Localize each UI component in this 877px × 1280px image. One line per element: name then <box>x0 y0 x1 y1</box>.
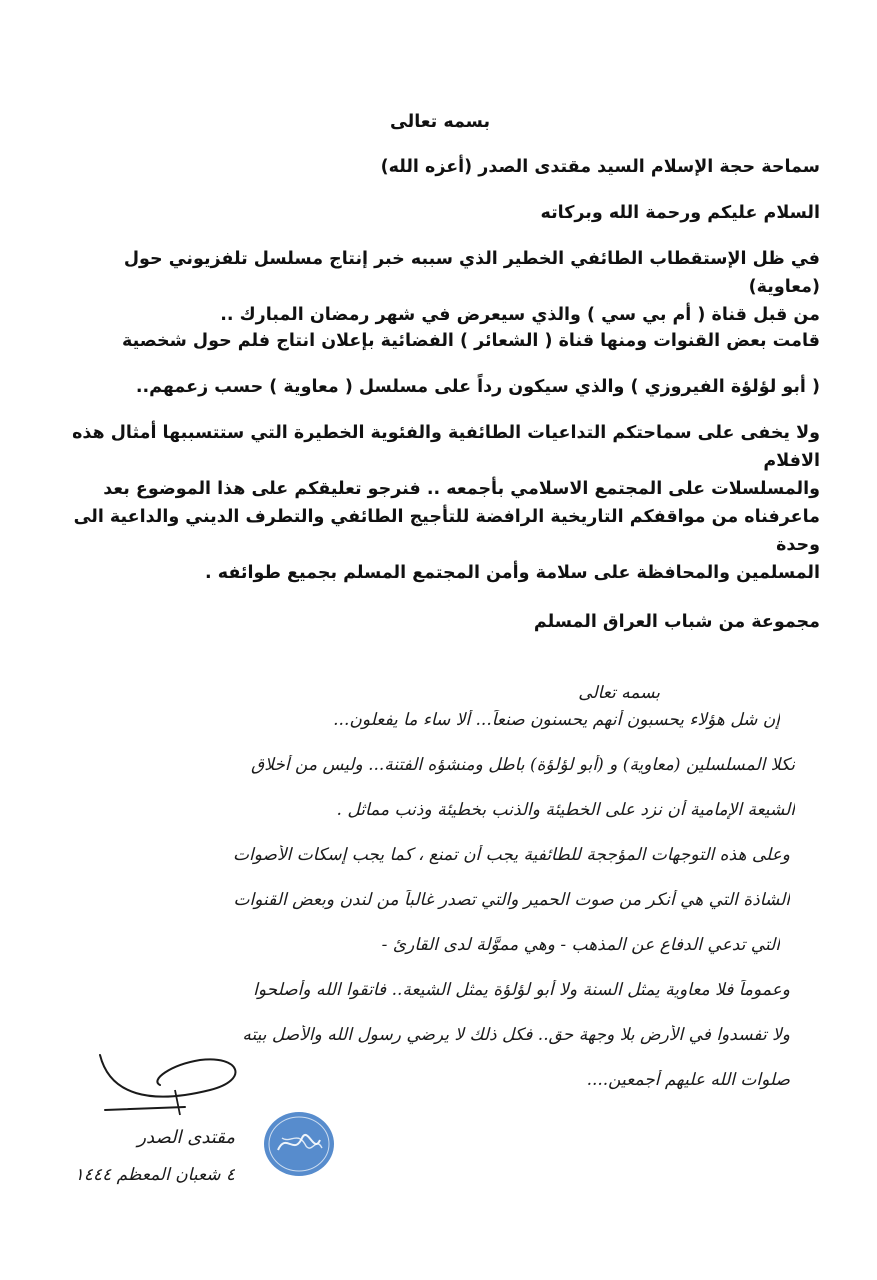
typed-basmala: بسمه تعالى <box>389 112 491 132</box>
paragraph-4-line-3: ماعرفناه من مواقفكم التاريخية الرافضة للتأجيج الطائفي والتطرف الديني والداعية الى وحدة <box>73 507 820 555</box>
paragraph-4-line-4: المسلمين والمحافظة على سلامة وأمن المجتمع المسلم بجميع طوائفه . <box>204 563 820 583</box>
signature-scribble <box>90 1035 250 1125</box>
sender: مجموعة من شباب العراق المسلم <box>533 612 820 632</box>
reply-line-3: الشيعة الإمامية أن نزد على الخطيئة والذنب بخطيئة وذنب مماثل . <box>336 800 795 820</box>
addressee: سماحة حجة الإسلام السيد مقتدى الصدر (أعزه الله) <box>380 157 820 177</box>
reply-line-8: ولا تفسدوا في الأرض بلا وجهة حق.. فكل ذلك لا يرضي رسول الله والأصل بيته <box>242 1025 790 1045</box>
reply-line-9: صلوات الله عليهم أجمعين.... <box>586 1070 790 1090</box>
paragraph-3: ( أبو لؤلؤة الفيروزي ) والذي سيكون رداً على مسلسل ( معاوية ) حسب زعمهم.. <box>135 377 820 397</box>
reply-basmala: بسمه تعالى <box>578 683 660 703</box>
reply-line-4: وعلى هذه التوجهات المؤججة للطائفية يجب أن تمنع ، كما يجب إسكات الأصوات <box>233 845 790 865</box>
reply-line-5: الشاذة التي هي أنكر من صوت الحمير والتي تصدر غالباً من لندن وبعض القنوات <box>233 890 790 910</box>
paragraph-4 <box>60 419 820 587</box>
paragraph-4-line-2: والمسلسلات على المجتمع الاسلامي بأجمعه .. فنرجو تعليقكم على هذا الموضوع بعد <box>103 479 820 499</box>
signature-name: مقتدى الصدر <box>137 1128 235 1148</box>
greeting: السلام عليكم ورحمة الله وبركاته <box>540 203 820 223</box>
paragraph-1-line-2: من قبل قناة ( أم بي سي ) والذي سيعرض في شهر رمضان المبارك .. <box>220 305 820 325</box>
seal-stamp <box>262 1110 336 1178</box>
reply-date: ٤ شعبان المعظم ١٤٤٤ <box>74 1165 235 1185</box>
reply-line-2: نكلا المسلسلين (معاوية) و (أبو لؤلؤة) باطل ومنشؤه الفتنة... وليس من أخلاق <box>251 755 795 775</box>
paragraph-4-line-1: ولا يخفى على سماحتكم التداعيات الطائفية والفئوية الخطيرة التي ستتسببها أمثال هذه الافلام <box>72 423 820 471</box>
reply-line-7: وعموماً فلا معاوية يمثل السنة ولا أبو لؤلؤة يمثل الشيعة.. فاتقوا الله وأصلحوا <box>253 980 790 1000</box>
reply-line-1: إن شل هؤلاء يحسبون أنهم يحسنون صنعاً... ألا ساء ما يفعلون... <box>333 710 780 730</box>
paragraph-2: قامت بعض القنوات ومنها قناة ( الشعائر ) الفضائية بإعلان انتاج فلم حول شخصية <box>122 331 820 351</box>
reply-line-6: التي تدعي الدفاع عن المذهب - وهي مموَّلة لدى القارئ - <box>381 935 780 955</box>
paragraph-1 <box>60 245 820 329</box>
paragraph-1-line-1: في ظل الإستقطاب الطائفي الخطير الذي سببه خبر إنتاج مسلسل تلفزيوني حول (معاوية) <box>123 249 820 297</box>
